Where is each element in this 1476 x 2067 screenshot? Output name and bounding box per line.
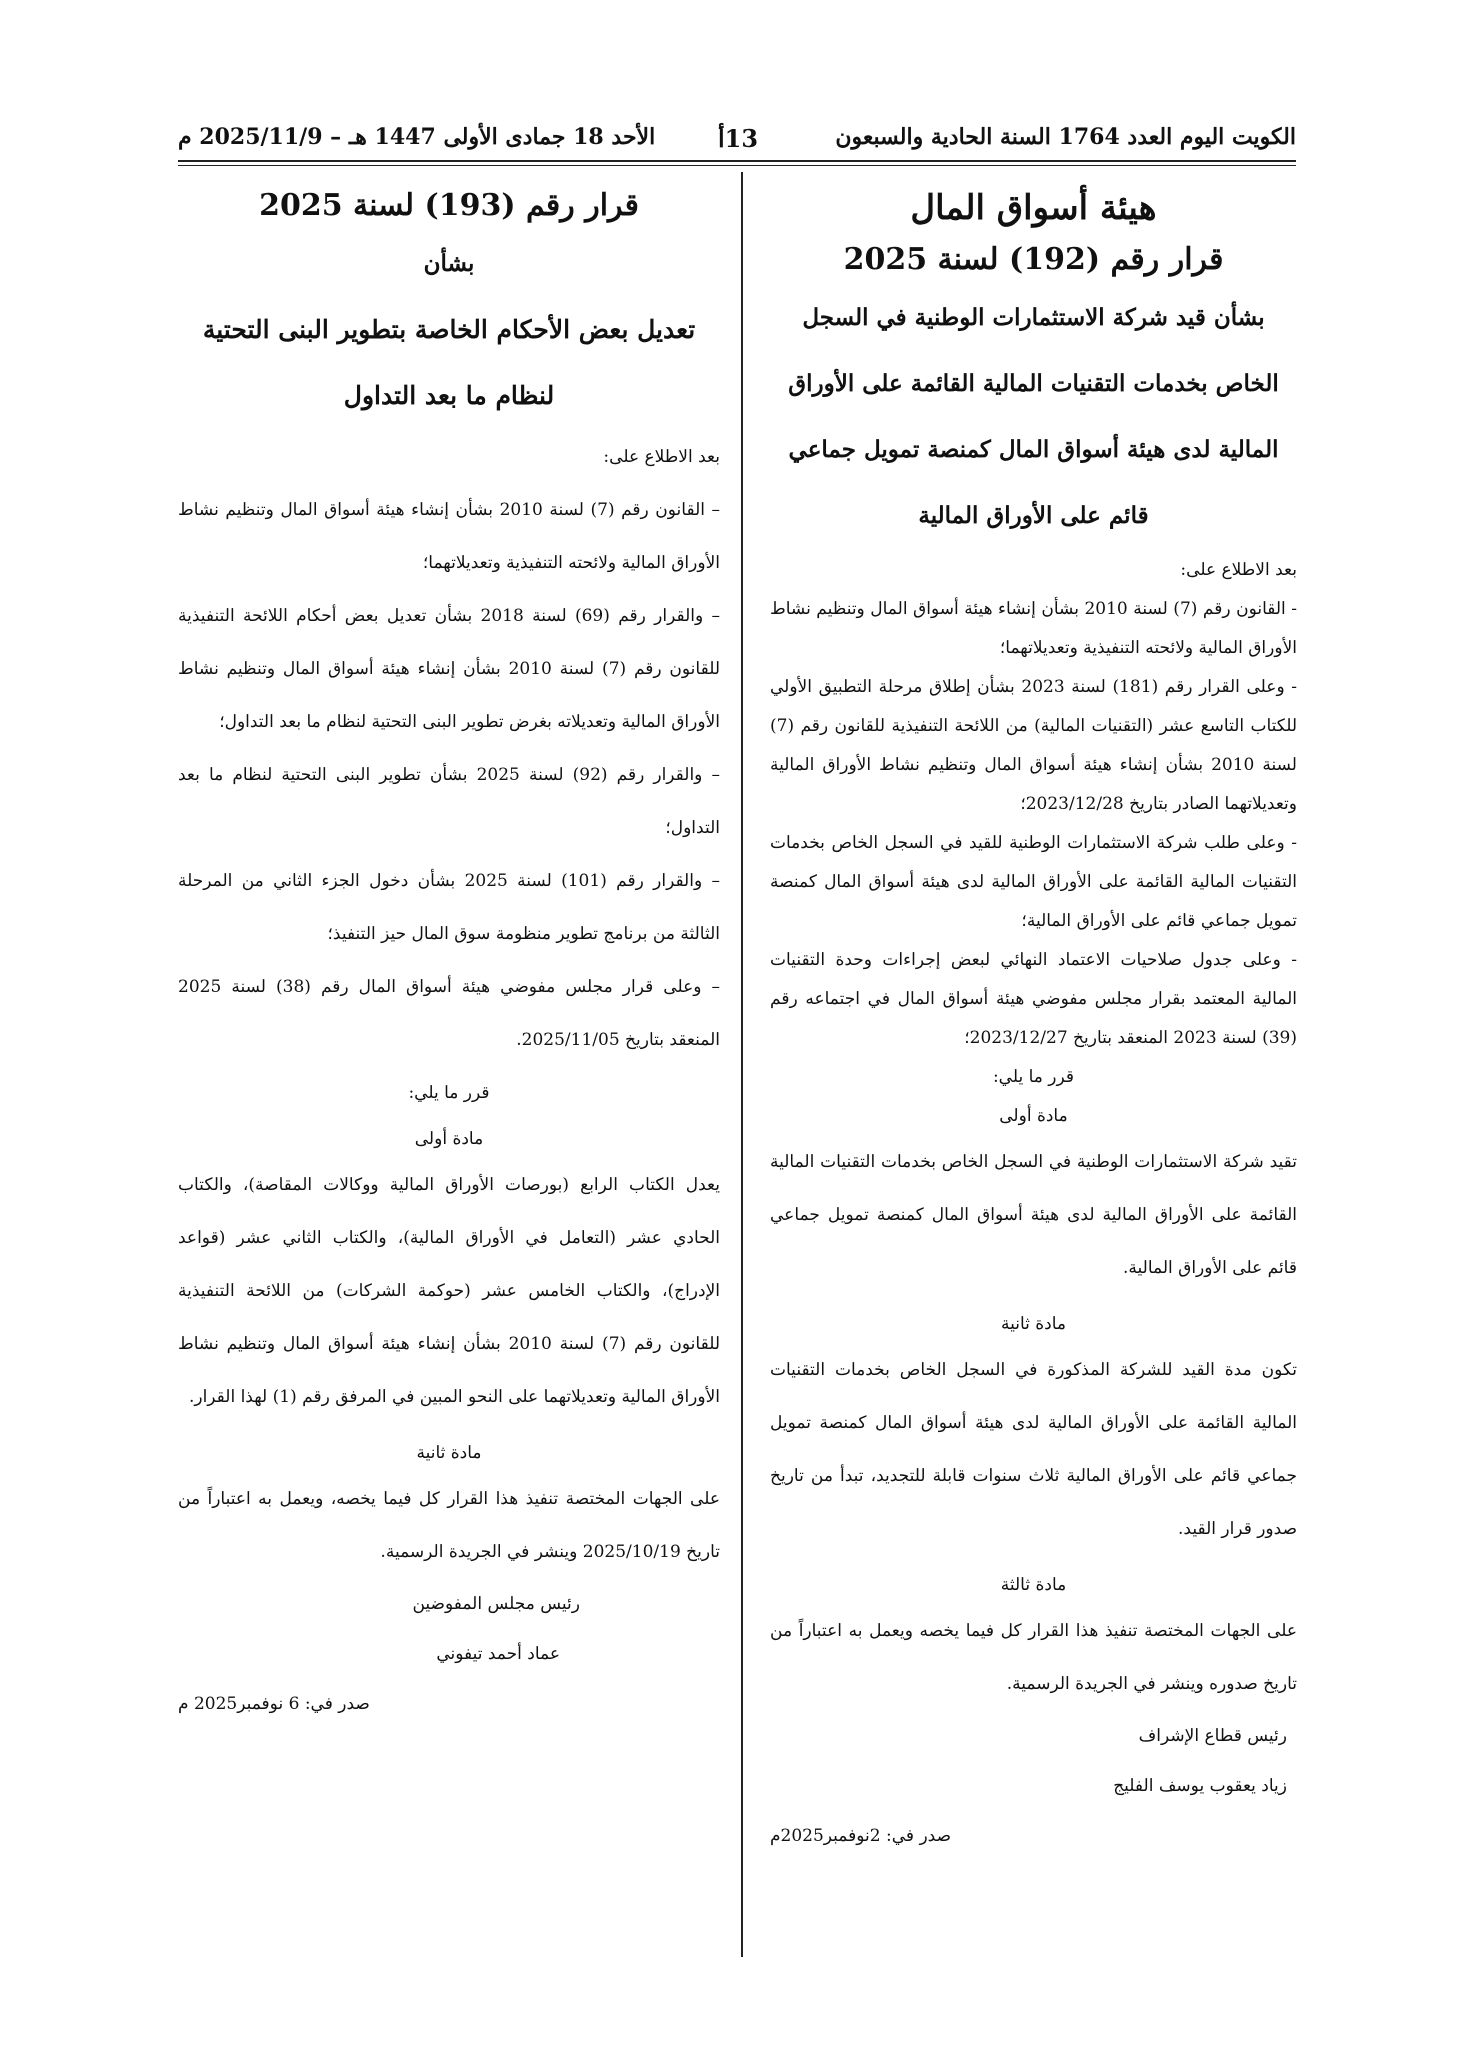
issue-date: الأحد 18 جمادى الأولى 1447 هـ – 2025/11/9 م: [178, 124, 656, 150]
article-2-title: مادة ثانية: [1000, 1314, 1067, 1334]
decision-192-column: [770, 180, 1297, 1861]
decision-193-column: [178, 180, 720, 1729]
recital-item: – القانون رقم (7) لسنة 2010 بشأن إنشاء هيئة أسواق المال وتنظيم نشاط الأوراق المالية ولائحته التنفيذية وتعديلاتهما؛: [178, 500, 720, 573]
decision-192-title: قرار رقم (192) لسنة 2025: [843, 242, 1224, 277]
page-number: 13أ: [717, 124, 759, 153]
signatory-title: رئيس قطاع الإشراف: [1138, 1726, 1287, 1746]
recital-item: – والقرار رقم (101) لسنة 2025 بشأن دخول الجزء الثاني من المرحلة الثالثة من برنامج تطوير منظومة سوق المال حيز التنفيذ؛: [178, 871, 721, 944]
decided-heading: قرر ما يلي:: [408, 1083, 490, 1103]
article-3-title: مادة ثالثة: [1000, 1575, 1067, 1595]
subject-line: بشأن قيد شركة الاستثمارات الوطنية في السجل: [802, 304, 1265, 331]
preamble: بعد الاطلاع على:: [603, 447, 720, 467]
signatory-name: عماد أحمد تيفوني: [436, 1644, 560, 1664]
recital-item: – والقرار رقم (69) لسنة 2018 بشأن تعديل بعض أحكام اللائحة التنفيذية للقانون رقم (7) لسنة 2010 بشأن إنشاء هيئة أسواق المال وتنظيم نشاط الأوراق المالية وتعديلاته بغرض تطوير البنى التحتية لنظام ما بعد التداول؛: [178, 606, 721, 732]
recital-item: - وعلى جدول صلاحيات الاعتماد النهائي لبعض إجراءات وحدة التقنيات المالية المعتمد بقرار مجلس مفوضي هيئة أسواق المال في اجتماعه رقم (39) لسنة 2023 المنعقد بتاريخ 2023/12/27؛: [770, 950, 1297, 1048]
column-divider: [741, 172, 743, 1957]
gazette-issue: الكويت اليوم العدد 1764 السنة الحادية والسبعون: [835, 124, 1296, 150]
subject-line: الخاص بخدمات التقنيات المالية القائمة على الأوراق: [788, 370, 1279, 397]
article-2-text: على الجهات المختصة تنفيذ هذا القرار كل فيما يخصه، ويعمل به اعتباراً من تاريخ 2025/10/19 وينشر في الجريدة الرسمية.: [178, 1489, 720, 1562]
article-3-text: على الجهات المختصة تنفيذ هذا القرار كل فيما يخصه ويعمل به اعتباراً من تاريخ صدوره وينشر في الجريدة الرسمية.: [770, 1621, 1297, 1694]
subject-line: تعديل بعض الأحكام الخاصة بتطوير البنى التحتية: [202, 315, 696, 344]
article-1-title: مادة أولى: [999, 1106, 1068, 1126]
subject-line: المالية لدى هيئة أسواق المال كمنصة تمويل جماعي: [788, 436, 1279, 463]
subject-line: قائم على الأوراق المالية: [918, 502, 1149, 529]
page-header: [178, 118, 1296, 160]
preamble: بعد الاطلاع على:: [1180, 560, 1297, 580]
recital-item: – وعلى قرار مجلس مفوضي هيئة أسواق المال رقم (38) لسنة 2025 المنعقد بتاريخ 2025/11/05.: [178, 977, 720, 1050]
article-1-text: يعدل الكتاب الرابع (بورصات الأوراق المالية ووكالات المقاصة)، والكتاب الحادي عشر (التعامل في الأوراق المالية)، والكتاب الثاني عشر (قواعد الإدراج)، والكتاب الخامس عشر (حوكمة الشركات) من اللائحة التنفيذية للقانون رقم (7) لسنة 2010 بشأن إنشاء هيئة أسواق المال وتنظيم نشاط الأوراق المالية وتعديلاتهما على النحو المبين في المرفق رقم (1) لهذا القرار.: [178, 1175, 721, 1407]
header-rule: [178, 160, 1296, 162]
signatory-name: زياد يعقوب يوسف الفليج: [1113, 1776, 1287, 1796]
recital-item: - وعلى طلب شركة الاستثمارات الوطنية للقيد في السجل الخاص بخدمات التقنيات المالية القائمة على الأوراق المالية لدى هيئة أسواق المال كمنصة تمويل جماعي قائم على الأوراق المالية؛: [770, 833, 1297, 931]
regarding-label: بشأن: [423, 250, 475, 277]
issue-date-193: صدر في: 6 نوفمبر2025 م: [178, 1694, 370, 1714]
header-rule-thin: [178, 165, 1296, 166]
recital-item: - القانون رقم (7) لسنة 2010 بشأن إنشاء هيئة أسواق المال وتنظيم نشاط الأوراق المالية ولائحته التنفيذية وتعديلاتهما؛: [770, 599, 1298, 658]
signatory-title: رئيس مجلس المفوضين: [412, 1594, 580, 1614]
authority-title: هيئة أسواق المال: [910, 188, 1157, 228]
recital-item: – والقرار رقم (92) لسنة 2025 بشأن تطوير البنى التحتية لنظام ما بعد التداول؛: [178, 765, 720, 838]
decision-193-title: قرار رقم (193) لسنة 2025: [259, 188, 639, 223]
recital-item: - وعلى القرار رقم (181) لسنة 2023 بشأن إطلاق مرحلة التطبيق الأولي للكتاب التاسع عشر (التقنيات المالية) من اللائحة التنفيذية للقانون رقم (7) لسنة 2010 بشأن إنشاء هيئة أسواق المال وتنظيم نشاط الأوراق المالية وتعديلاتهما الصادر بتاريخ 2023/12/28؛: [770, 677, 1298, 814]
article-1-title: مادة أولى: [414, 1129, 484, 1149]
article-2-title: مادة ثانية: [416, 1443, 482, 1463]
article-2-text: تكون مدة القيد للشركة المذكورة في السجل الخاص بخدمات التقنيات المالية القائمة على الأوراق المالية لدى هيئة أسواق المال كمنصة تمويل جماعي قائم على الأوراق المالية ثلاث سنوات قابلة للتجديد، تبدأ من تاريخ صدور قرار القيد.: [770, 1360, 1297, 1539]
decided-heading: قرر ما يلي:: [992, 1067, 1075, 1087]
subject-line: لنظام ما بعد التداول: [343, 381, 555, 410]
issue-date-192: صدر في: 2نوفمبر2025م: [770, 1826, 952, 1846]
article-1-text: تقيد شركة الاستثمارات الوطنية في السجل الخاص بخدمات التقنيات المالية القائمة على الأوراق المالية لدى هيئة أسواق المال كمنصة تمويل جماعي قائم على الأوراق المالية.: [770, 1152, 1297, 1278]
decision-192-subject: [770, 287, 1297, 547]
